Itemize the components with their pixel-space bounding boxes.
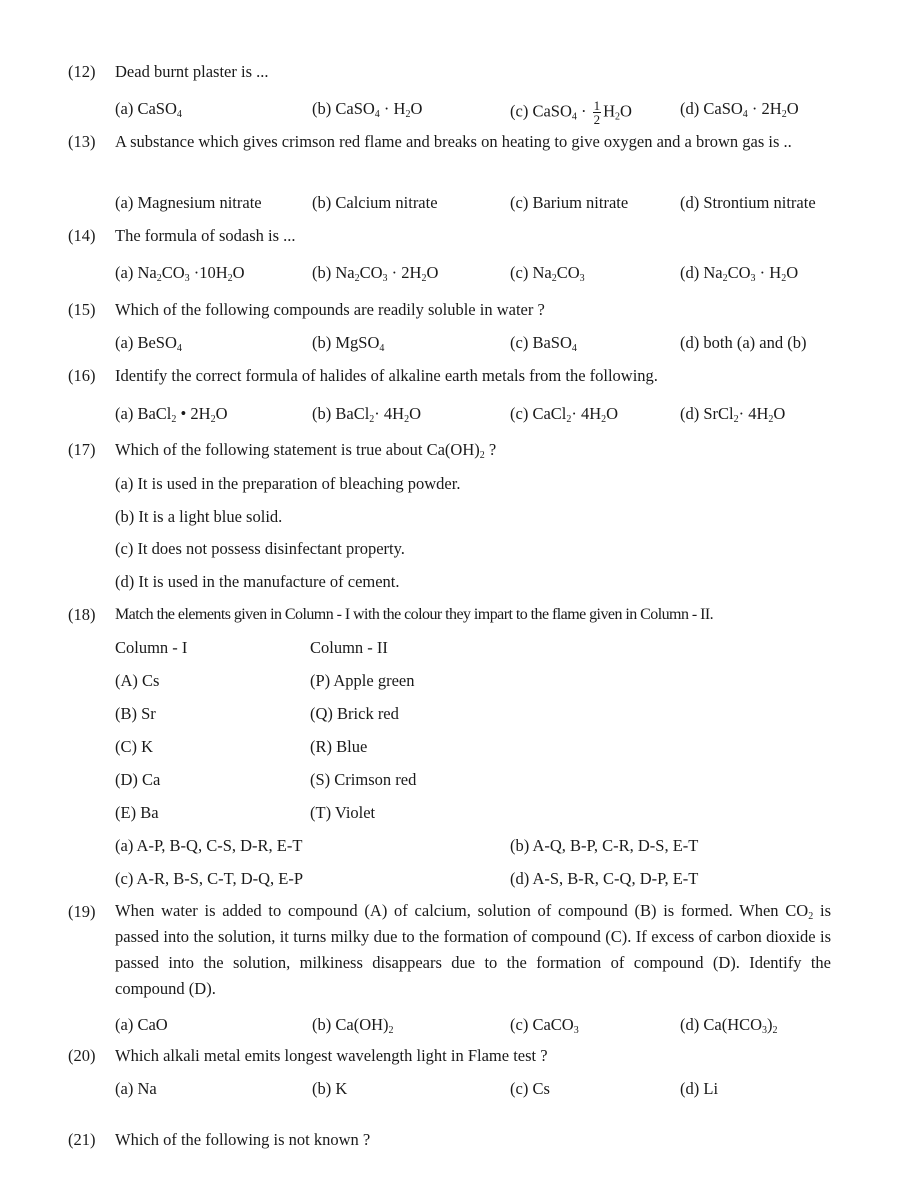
question-number: (12) — [68, 62, 96, 81]
option: (c) CaCl$_2$· $4H_2O$ — [510, 404, 619, 425]
option: (b) BaCl$_2$· $4H_2O$ — [312, 404, 422, 425]
question-text: Identify the correct formula of halides of alkaline earth metals from the following. — [115, 366, 658, 385]
option: (b) $Ca(OH)_2$ — [312, 1015, 394, 1036]
option: (d) It is used in the manufacture of cement. — [115, 571, 400, 591]
option: (b) It is a light blue solid. — [115, 506, 283, 526]
option: (c) It does not possess disinfectant property. — [115, 539, 405, 558]
column-item: (T) Violet — [310, 803, 376, 822]
question-number: (16) — [68, 366, 96, 385]
option: (d) Li — [680, 1079, 719, 1098]
option: (c) CaSO$_4$ · $\frac{1}{2}$ $H_2O$ — [510, 98, 632, 127]
question-text: Which of the following statement is true about $Ca(OH)_2$ ? — [115, 440, 497, 461]
option: (d) CaSO$_4$ · $2H_2O$ — [680, 99, 799, 120]
question-number: (20) — [68, 1046, 96, 1065]
option: (c) BaSO$_4$ — [510, 333, 577, 354]
column-item: (C) K — [115, 737, 154, 756]
option: (a) $Na_2CO_3 \cdot 10H_2O$ — [115, 263, 245, 284]
question-number: (13) — [68, 132, 96, 151]
option: (a) BeSO$_4$ — [115, 333, 182, 354]
column-item: (E) Ba — [115, 803, 159, 822]
column-header: Column - I — [115, 638, 188, 657]
option: (b) Calcium nitrate — [312, 193, 438, 212]
option: (b) MgSO$_4$ — [312, 333, 385, 354]
option: (a) A-P, B-Q, C-S, D-R, E-T — [115, 836, 303, 855]
option: (d) SrCl$_2$· $4H_2O$ — [680, 404, 786, 425]
option: (a) BaCl$_2$ • $2H_2O$ — [115, 404, 228, 425]
column-header: Column - II — [310, 638, 388, 657]
question-text: Which of the following is not known ? — [115, 1130, 371, 1149]
option: (a) Na — [115, 1079, 157, 1098]
column-item: (Q) Brick red — [310, 704, 399, 723]
question-number: (14) — [68, 226, 96, 245]
question-number: (17) — [68, 440, 96, 459]
question-text: The formula of sodash is ... — [115, 226, 296, 245]
option: (c) Barium nitrate — [510, 193, 629, 212]
option: (c) A-R, B-S, C-T, D-Q, E-P — [115, 869, 304, 888]
option: (a) CaO — [115, 1015, 168, 1034]
option: (d) $Na_2CO_3 \cdot H_2O$ — [680, 263, 799, 284]
column-item: (P) Apple green — [310, 671, 415, 690]
option: (d) $Ca(HCO_3)_2$ — [680, 1015, 778, 1036]
question-number: (15) — [68, 300, 96, 319]
question-text: Which of the following compounds are readily soluble in water ? — [115, 300, 545, 319]
option: (b) K — [312, 1079, 348, 1098]
option: (c) CaCO$_3$ — [510, 1015, 579, 1036]
question-number: (19) — [68, 902, 96, 921]
option: (d) Strontium nitrate — [680, 193, 816, 212]
question-text: Match the elements given in Column - I with the colour they impart to the flame given in Column - II. — [115, 606, 714, 623]
question-text: Dead burnt plaster is ... — [115, 62, 269, 81]
column-item: (R) Blue — [310, 737, 368, 756]
option: (b) $Na_2CO_3 \cdot 2H_2O$ — [312, 263, 439, 284]
option: (c) $Na_2CO_3$ — [510, 263, 585, 284]
column-item: (D) Ca — [115, 770, 161, 789]
column-item: (B) Sr — [115, 704, 156, 723]
option: (b) CaSO$_4$ · $H_2O$ — [312, 99, 423, 120]
column-item: (A) Cs — [115, 671, 160, 690]
option: (c) Cs — [510, 1079, 550, 1098]
option: (a) Magnesium nitrate — [115, 193, 262, 212]
option: (a) CaSO$_4$ — [115, 99, 182, 120]
option: (b) A-Q, B-P, C-R, D-S, E-T — [510, 836, 699, 855]
question-text: A substance which gives crimson red flame and breaks on heating to give oxygen and a brown gas is .. — [115, 132, 792, 151]
question-text: When water is added to compound (A) of calcium, solution of compound (B) is formed. When $CO_2$ is passed into the solution, it turns milky due to the formation of compound (C). If excess of carbon dioxide is passed into the solution, milkiness disappears due to the formation of compound (D). Identify the compound (D). — [115, 901, 831, 998]
column-item: (S) Crimson red — [310, 770, 417, 789]
option: (d) A-S, B-R, C-Q, D-P, E-T — [510, 869, 699, 888]
option: (d) both (a) and (b) — [680, 333, 807, 352]
question-number: (21) — [68, 1130, 96, 1149]
option: (a) It is used in the preparation of bleaching powder. — [115, 474, 461, 493]
question-text: Which alkali metal emits longest wavelength light in Flame test ? — [115, 1046, 548, 1065]
question-number: (18) — [68, 605, 96, 624]
